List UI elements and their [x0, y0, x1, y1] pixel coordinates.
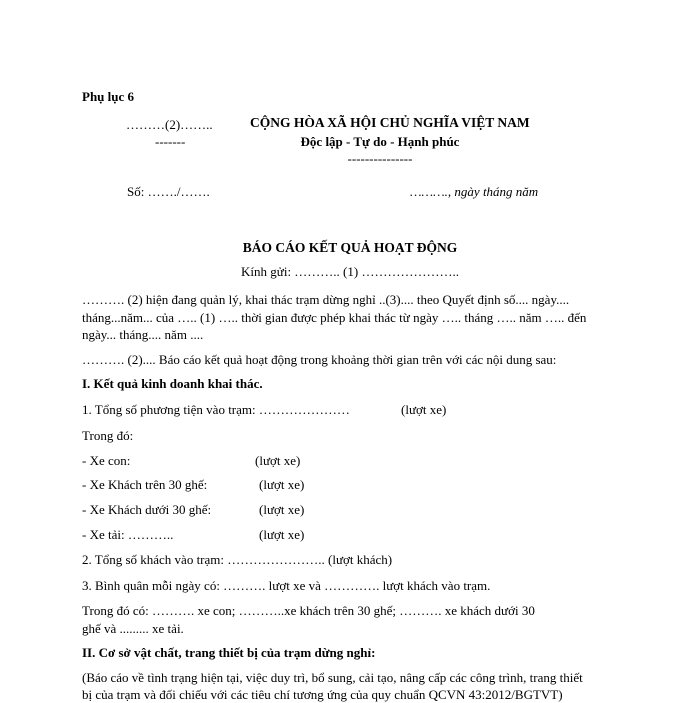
recipient-line: Kính gửi: ……….. (1) ………………….. — [241, 264, 459, 279]
section-2-heading: II. Cơ sở vật chất, trang thiết bị của trạm dừng nghỉ: — [82, 645, 376, 660]
section-2-line-1: (Báo cáo về tình trạng hiện tại, việc duy trì, bổ sung, cải tạo, nâng cấp các công trình, trang thiết — [82, 670, 583, 685]
section-2-line-2: bị của trạm và đối chiếu với các tiêu chí tương ứng của quy chuẩn QCVN 43:2012/BGTVT) — [82, 687, 563, 702]
item-truck-unit: (lượt xe) — [259, 527, 305, 542]
item-car-label: - Xe con: — [82, 453, 131, 468]
document-title: BÁO CÁO KẾT QUẢ HOẠT ĐỘNG — [242, 240, 458, 255]
intro-line-1: ………. (2) hiện đang quản lý, khai thác trạm dừng nghỉ ..(3).... theo Quyết định số.... ngày.... — [82, 292, 570, 307]
total-vehicles-unit: (lượt xe) — [401, 402, 447, 417]
section-1-heading: I. Kết quả kinh doanh khai thác. — [82, 376, 263, 391]
including-label: Trong đó: — [82, 428, 134, 443]
organization-divider: ------- — [155, 134, 186, 149]
item-bus-over-30-label: - Xe Khách trên 30 ghế: — [82, 477, 208, 492]
motto-divider: --------------- — [347, 151, 413, 166]
organization-placeholder: ………(2)…….. — [126, 117, 213, 132]
document-number: Số: ……./……. — [127, 184, 210, 199]
intro-line-3: ngày... tháng.... năm .... — [82, 327, 204, 342]
report-intro: ………. (2).... Báo cáo kết quả hoạt động trong khoảng thời gian trên với các nội dung sau: — [82, 352, 557, 367]
breakdown-line-2: ghế và ......... xe tải. — [82, 621, 184, 636]
appendix-label: Phụ lục 6 — [82, 89, 135, 104]
total-passengers: 2. Tổng số khách vào trạm: ………………….. (lượt khách) — [82, 552, 393, 567]
motto: Độc lập - Tự do - Hạnh phúc — [300, 134, 460, 149]
daily-average: 3. Bình quân mỗi ngày có: ………. lượt xe và …………. lượt khách vào trạm. — [82, 578, 491, 593]
breakdown-line-1: Trong đó có: ………. xe con; ………..xe khách trên 30 ghế; ………. xe khách dưới 30 — [82, 603, 535, 618]
item-bus-under-30-label: - Xe Khách dưới 30 ghế: — [82, 502, 212, 517]
item-truck-label: - Xe tải: ……….. — [82, 527, 174, 542]
nation-heading: CỘNG HÒA XÃ HỘI CHỦ NGHĨA VIỆT NAM — [250, 115, 530, 130]
intro-line-2: tháng...năm... của ….. (1) ….. thời gian được phép khai thác từ ngày ….. tháng ….. năm ….. đến — [82, 310, 587, 325]
item-bus-under-30-unit: (lượt xe) — [259, 502, 305, 517]
total-vehicles-label: 1. Tổng số phương tiện vào trạm: ………………… — [82, 402, 350, 417]
document-date: ………., ngày tháng năm — [410, 184, 539, 199]
item-bus-over-30-unit: (lượt xe) — [259, 477, 305, 492]
item-car-unit: (lượt xe) — [255, 453, 301, 468]
